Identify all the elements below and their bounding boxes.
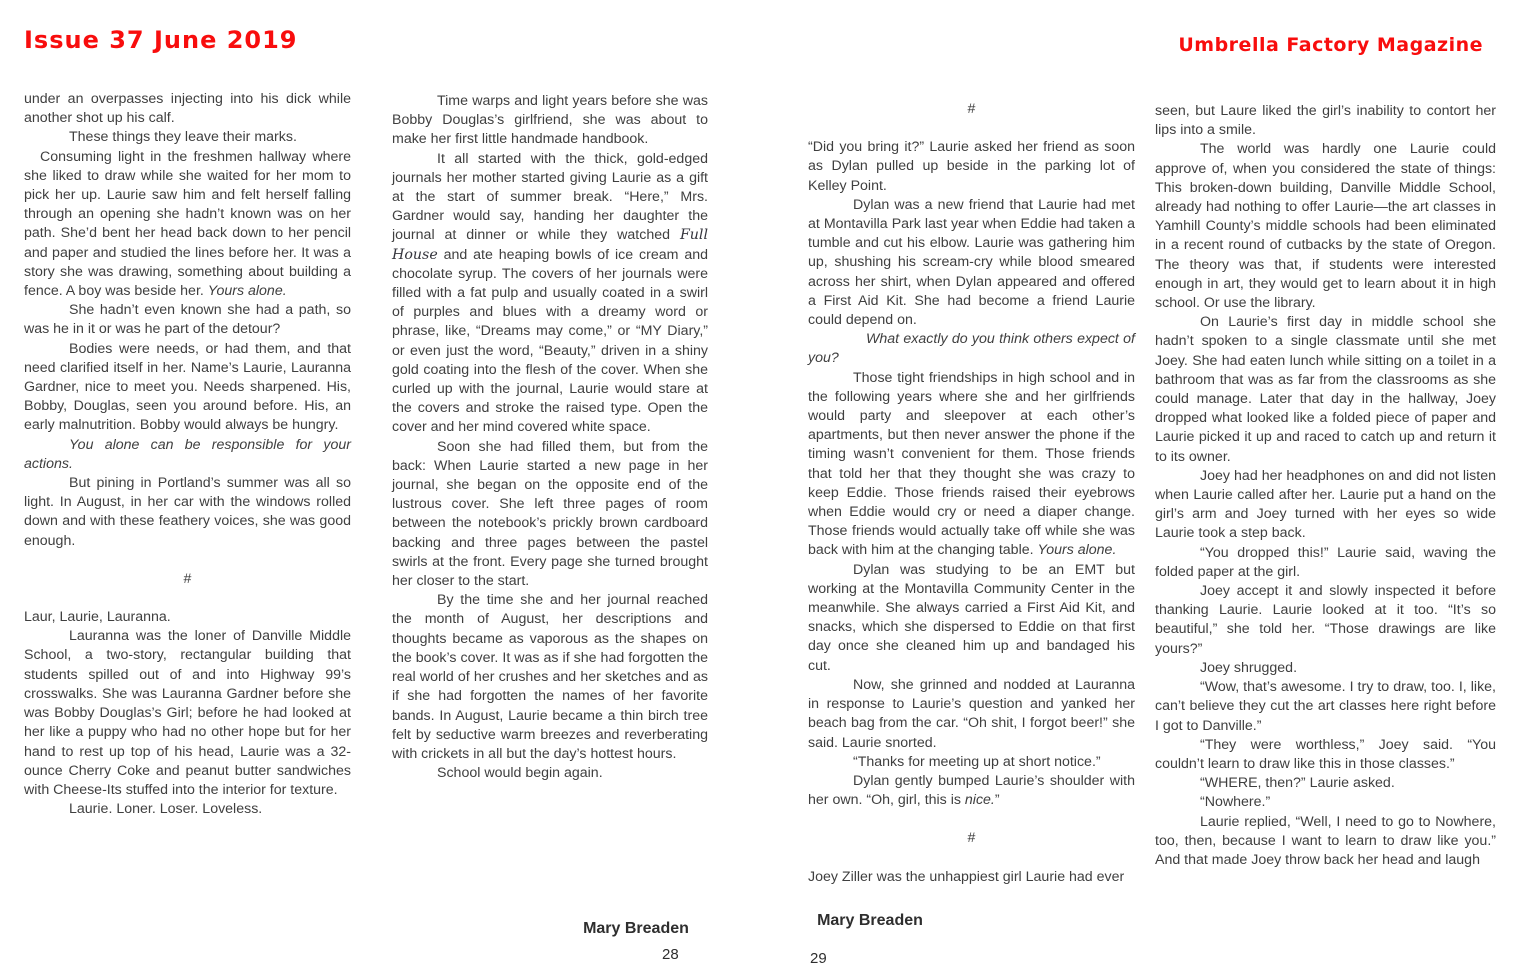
text-run: “Nowhere.”: [1200, 794, 1271, 811]
page-number-28: 28: [662, 946, 679, 963]
section-break-mark: [808, 100, 1135, 119]
body-paragraph: [808, 561, 1135, 676]
body-paragraph: [24, 800, 351, 819]
body-paragraph: [1155, 313, 1496, 467]
body-paragraph: [1155, 467, 1496, 544]
body-paragraph: [1155, 140, 1496, 313]
title-reference-text: Full House: [392, 227, 708, 263]
text-run: “Thanks for meeting up at short notice.”: [853, 753, 1101, 770]
text-run: seen, but Laure liked the girl’s inability to contort her lips into a smile.: [1155, 103, 1496, 139]
text-run: The world was hardly one Laurie could approve of, when you considered the state of things: This broken-down building, Danville Middle School, already had nothing to offer Laurie—the art classes in Yamhill County’s middle schools had been eliminated in a recent round of cutbacks by the state of Oregon. The theory was that, if students were interested enough in art, they would get to learn about it in high school. Or use the library.: [1155, 141, 1496, 312]
body-paragraph: [1155, 582, 1496, 659]
text-run: These things they leave their marks.: [69, 129, 297, 146]
text-run: Consuming light in the freshmen hallway where she liked to draw while she waited for her mom to pick her up. Laurie saw him and felt herself falling through an opening she hadn’t known was on her path. She’d bent her head back down to her pencil and paper and studied the lines before her. It was a story she was drawing, something about building a fence. A boy was beside her.: [24, 148, 351, 300]
section-break-mark: [808, 829, 1135, 848]
text-run: “You dropped this!” Laurie said, waving the folded paper at the girl.: [1155, 544, 1496, 580]
body-paragraph: [808, 868, 1135, 887]
body-paragraph: [24, 436, 351, 474]
text-run: “Wow, that’s awesome. I try to draw, too. I, like, can’t believe they cut the art classes here right before I got to Danville.”: [1155, 679, 1496, 734]
issue-header: Issue 37 June 2019: [24, 26, 298, 54]
text-run: Dylan was studying to be an EMT but working at the Montavilla Community Center in the meanwhile. She always carried a First Aid Kit, and snacks, which she dispersed to Eddie on that first day once she cleaned him up and bandaged his cut.: [808, 561, 1135, 674]
body-paragraph: [1155, 774, 1496, 793]
text-run: Bodies were needs, or had them, and that need clarified itself in her. Name’s Laurie, Lauranna Gardner, nice to meet you. Needs sharpened. His, Bobby, Douglas, seen you around before. His, an early malnutrition. Bobby would always be hungry.: [24, 340, 351, 434]
text-run: “Did you bring it?” Laurie asked her friend as soon as Dylan pulled up beside in the parking lot of Kelley Point.: [808, 139, 1135, 194]
text-run: Time warps and light years before she was Bobby Douglas’s girlfriend, she was about to make her first little handmade handbook.: [392, 93, 708, 148]
page-28-column-1: [24, 90, 351, 819]
body-paragraph: [24, 340, 351, 436]
text-run: It all started with the thick, gold-edged journals her mother started giving Laurie as a gift at the start of summer break. “Here,” Mrs. Gardner would say, handing her daughter the journal at dinner or while they watched: [392, 150, 708, 244]
body-paragraph: [24, 627, 351, 800]
text-run: Those tight friendships in high school and in the following years where she and her girlfriends would party and sleepover at each other’s apartments, but then never answer the phone if the timing wasn’t convenient for them. Those friends that told her that they thought she was crazy to keep Eddie. Those friends raised their eyebrows when Eddie would cry or need a diaper change. Those friends would actually take off while she was back with him at the changing table.: [808, 369, 1135, 559]
text-run: #: [967, 830, 976, 847]
body-paragraph: [1155, 544, 1496, 582]
body-paragraph: [808, 369, 1135, 561]
body-paragraph: [808, 138, 1135, 196]
text-run: Laurie. Loner. Loser. Loveless.: [69, 801, 263, 818]
text-run: #: [183, 570, 192, 587]
text-run: But pining in Portland’s summer was all so light. In August, in her car with the windows rolled down and with these feathery voices, she was good enough.: [24, 475, 351, 549]
text-run: Laurie replied, “Well, I need to go to Nowhere, too, then, because I want to learn to draw like you.” And that made Joey throw back her head and laugh: [1155, 813, 1496, 868]
text-run: On Laurie’s first day in middle school she hadn’t spoken to a single classmate until she met Joey. She had eaten lunch while sitting on a toilet in a bathroom that was as far from the classrooms as she could manage. Later that day in the hallway, Joey dropped what looked like a folded piece of paper and Laurie picked it up and raced to catch up and return it to its owner.: [1155, 314, 1496, 465]
text-run: “They were worthless,” Joey said. “You couldn’t learn to draw like this in those classes.”: [1155, 736, 1496, 772]
page-29-column-1: [808, 100, 1135, 887]
body-paragraph: [1155, 736, 1496, 774]
page-number-29: 29: [810, 950, 827, 967]
text-run: Dylan was a new friend that Laurie had met at Montavilla Park last year when Eddie had taken a tumble and cut his elbow. Laurie was gathering him up, shushing his scream-cry while blood smeared across her shirt, when Dylan appeared and offered a First Aid Kit. She had become a friend Laurie could depend on.: [808, 196, 1135, 329]
italic-text: nice.: [964, 792, 995, 809]
text-run: Joey accept it and slowly inspected it before thanking Laurie. Laurie looked at it too. “It’s so beautiful,” she told her. “Those drawings are like yours?”: [1155, 583, 1496, 657]
text-run: Soon she had filled them, but from the back: When Laurie started a new page in her journal, she began on the opposite end of the lustrous cover. She left three pages of room between the notebook’s prickly brown cardboard backing and three pages between the pastel swirls at the front. Every page she turned brought her closer to the start.: [392, 438, 708, 590]
body-paragraph: [24, 148, 351, 302]
body-paragraph: [392, 591, 708, 764]
text-run: “WHERE, then?” Laurie asked.: [1200, 775, 1395, 792]
text-run: By the time she and her journal reached the month of August, her descriptions and thoughts became as vaporous as the shapes on the book’s cover. It was as if she had forgotten the real world of her crushes and her sketches and as if she had forgotten the names of her favorite bands. In August, Laurie became a thin birch tree felt by seductive warm breezes and reverberating with crickets in all but the day’s hottest hours.: [392, 592, 708, 762]
text-run: under an overpasses injecting into his dick while another shot up his calf.: [24, 91, 351, 127]
body-paragraph: [1155, 813, 1496, 871]
body-paragraph: [24, 90, 351, 128]
body-paragraph: [392, 150, 708, 438]
section-break-mark: [24, 570, 351, 589]
body-paragraph: [1155, 793, 1496, 812]
text-run: #: [967, 101, 976, 117]
body-paragraph: [392, 92, 708, 150]
text-run: She hadn’t even known she had a path, so was he in it or was he part of the detour?: [24, 302, 351, 338]
body-paragraph: [808, 772, 1135, 810]
magazine-title-header: Umbrella Factory Magazine: [1178, 34, 1483, 56]
text-run: Joey Ziller was the unhappiest girl Laurie had ever: [808, 868, 1125, 885]
body-paragraph: [1155, 102, 1496, 140]
text-run: Now, she grinned and nodded at Lauranna in response to Laurie’s question and yanked her beach bag from the car. “Oh shit, I forgot beer!” she said. Laurie snorted.: [808, 676, 1135, 751]
italic-text: Yours alone.: [207, 283, 287, 300]
page-29-column-2: [1155, 102, 1496, 870]
body-paragraph: [24, 128, 351, 147]
text-run: ”: [994, 792, 1000, 809]
body-paragraph: [1155, 678, 1496, 736]
author-byline-page-28: Mary Breaden: [583, 920, 689, 937]
italic-text: You alone can be responsible for your actions.: [24, 436, 351, 472]
author-byline-page-29: Mary Breaden: [817, 912, 923, 929]
text-run: Dylan gently bumped Laurie’s shoulder with her own. “Oh, girl, this is: [808, 772, 1135, 809]
text-run: Lauranna was the loner of Danville Middle School, a two-story, rectangular building that students spilled out of and into Highway 99’s crosswalks. She was Lauranna Gardner before she was Bobby Douglas’s Girl; before he had looked at her like a puppy who had no other hope but for her hand to rest up top of his head, Laurie was a 32-ounce Cherry Coke and peanut butter sandwiches with Cheese-Its stuffed into the interior for texture.: [24, 628, 351, 798]
body-paragraph: [808, 753, 1135, 772]
text-run: Joey shrugged.: [1200, 659, 1298, 676]
body-paragraph: [808, 676, 1135, 753]
text-run: and ate heaping bowls of ice cream and chocolate syrup. The covers of her journals were filled with a fat pulp and usually coated in a swirl of purples and blues with a dreamy word or phrase, like, “Dreams may come,” or “MY Diary,” or even just the word, “Beauty,” driven in a shiny gold coating into the flesh of the cover. When she curled up with the journal, Laurie would stare at the covers and stroke the raised type. Open the cover and her mind covered white space.: [392, 246, 708, 436]
italic-text: What exactly do you think others expect of you?: [808, 331, 1135, 367]
body-paragraph: [1155, 659, 1496, 678]
body-paragraph: [24, 608, 351, 627]
text-run: School would begin again.: [437, 765, 603, 782]
text-run: Joey had her headphones on and did not listen when Laurie called after her. Laurie put a hand on the girl’s arm and Joey turned with her eyes so wide Laurie took a step back.: [1155, 467, 1496, 542]
italic-text: Yours alone.: [1037, 542, 1117, 559]
body-paragraph: [24, 474, 351, 551]
body-paragraph: [392, 438, 708, 592]
body-paragraph: [392, 764, 708, 783]
page-28-column-2: [392, 92, 708, 783]
body-paragraph: [808, 330, 1135, 368]
body-paragraph: [808, 196, 1135, 330]
body-paragraph: [24, 301, 351, 339]
text-run: Laur, Laurie, Lauranna.: [24, 609, 171, 626]
